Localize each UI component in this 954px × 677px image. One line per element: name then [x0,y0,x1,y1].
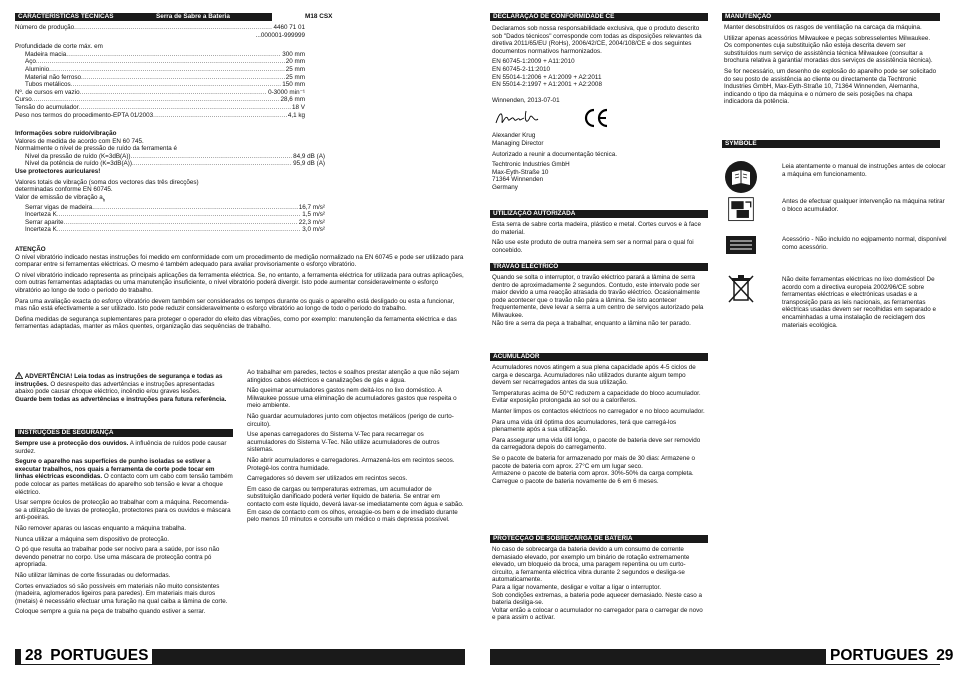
leader-dots [92,204,298,212]
product-name: Serra de Sabre a Bateria [156,13,230,20]
company-line: 71364 Winnenden [492,176,544,184]
electric-brake-header: TRAVÃO ELÉCTRICO [490,263,708,271]
maintenance-paragraph: Se for necessário, um desenho de explosão do aparelho pode ser solicitado do seu posto de assistência ao cliente ou directamente da Techtronic Industries GmbH, Max-Eyth-Straße 10, 71364 Winnenden, Alemanha, indicando o tipo da máquina e o número de seis posições na chapa indicadora da potência. [724,67,937,106]
attention-paragraph: O nível vibratório indicado nestas instruções foi medido em conformidade com um procedimento de medição normalizado na EN 60745 e pode ser utilizado para comparar entre si ferramentas eléctricas. O mesmo é também adequado para avaliar provisoriamente o esforço vibratório. [15,253,464,269]
accumulator-header: ACUMULADOR [490,353,708,361]
warning-text: O desrespeito das advertências e instruções apresentadas abaixo pode causar choque eléctrico, incêndio e/ou graves lesões. [15,380,215,396]
company-line: Techtronic Industries GmbH [492,161,570,169]
model-name: M18 CSX [305,13,333,20]
spec-value: 20 mm [285,58,305,66]
symbol-row [724,234,952,256]
warning-end: Guarde bem todas as advertências e instruções para futura referência. [15,395,227,403]
spec-value: 16,7 m/s² [298,203,325,211]
company-line: Max-Eyth-Straße 10 [492,168,549,176]
footer-language: PORTUGUES [46,647,152,664]
safety-paragraph: Segure o aparelho nas superfícies de punho isoladas se estiver a executar trabalhos, nos quais a ferramenta de corte pode tocar em linhas eléctricas escondidas. O contacto com um cabo com tensão também pode colocar as partes metálicas do aparelho sob tensão e levar a choque eléctrico. [15,458,233,496]
page-number: 29 [932,647,954,664]
leader-dots [57,211,301,219]
maintenance-header: MANUTENÇÃO [722,13,940,21]
electric-brake-text: Quando se solta o interruptor, o travão eléctrico parará a lâmina de serra dentro de aproximadamente 2 segundos. Contudo, este intervalo pode ser maior devido a uma reacção atrasada do travão eléctrico. Ocasionalmente pode acontecer que o travão não pára a lâmina. Se isto acontecer frequentemente, deve levar a serra a um centro de serviços autorizado pela Milwaukee. Não tire a serra da peça a trabalhar, enquanto a lâmina não ter parado. [492,274,704,327]
product-name-header [150,13,272,21]
vibration-line: determinadas conforme EN 60745. [15,186,113,194]
accumulator-paragraph: Temperaturas acima de 50°C reduzem a capacidade do bloco acumulador. Evitar exposição prolongada ao sol ou a caloríferos. [492,389,701,405]
spec-row [15,51,305,59]
safety-paragraph: Carregadores só devem ser utilizados em recintos secos. [247,475,408,483]
leader-dots [57,226,301,234]
warning-intro: ADVERTÊNCIA! Leia todas as instruções de segurança e todas as instruções. [15,373,223,388]
safety-instructions-header: INSTRUÇÕES DE SEGURANÇA [15,429,233,437]
maintenance-paragraph: Utilizar apenas acessórios Milwaukee e peças sobresselentes Milwaukee. Os componentes cuja substituição não esteja descrita devem ser substituídos num serviço de assistência técnica Milwaukee (consultar a brochura relativa à garantia/ moradas dos serviços de assistência técnica). [724,34,933,65]
footer-right [826,647,954,665]
spec-row [15,226,325,234]
attention-title: ATENÇÃO [15,246,46,253]
warning-triangle-icon [15,372,23,379]
spec-row [15,32,305,40]
safety-column-2 [247,369,465,527]
maintenance-paragraph: Manter desobstruídos os rasgos de ventilação na carcaça da máquina. [724,24,922,31]
spec-row [15,160,325,168]
safety-paragraph: Usar sempre óculos de protecção ao trabalhar com a máquina. Recomenda-se a utilização de luvas de protecção, protectores para os ouvidos e máscara anti-poeiras. [15,499,231,522]
leader-dots [79,104,291,112]
spec-label: Madeira macia [25,50,67,58]
safety-paragraph: Em caso de cargas ou temperaturas extremas, um acumulador de substituição danificado poderá verter líquido de bateria. Se entrar em contacto com este líquido, deverá lavar-se imediatamente com água e sabão. Em caso de contacto com os olhos, enxagúe-os bem e de imediato durante pelo menos 10 minutos e consulte um médico o mais depressa possível. [247,485,464,524]
signature-icon [494,107,544,129]
standard-item: EN 55014-2:1997 + A1:2001 + A2:2008 [492,81,602,89]
spec-row [15,204,325,212]
leader-dots [71,81,282,89]
leader-dots [66,51,281,59]
spec-row [15,153,325,161]
symbol-text: Leia atentamente o manual de instruções antes de colocar a máquina em funcionamento. [782,163,946,178]
authorized-docs: Autorizado a reunir a documentação técnica. [492,150,617,158]
symbols-header: SYMBOLE [722,140,940,148]
leader-dots [132,160,292,168]
overload-header: PROTECÇÃO DE SOBRECARGA DE BATERIA [490,535,708,543]
spec-value: 300 mm [282,50,305,58]
footer-left [21,647,152,665]
spec-row [15,74,305,82]
remove-battery-icon [724,195,758,225]
spec-value: 25 mm [285,65,305,73]
spec-value: 150 mm [282,81,305,89]
company-line: Germany [492,183,518,191]
authorized-use-section [492,221,706,257]
accumulator-section [492,364,706,488]
symbol-text: Acessório - Não incluído no eqipamento normal, disponível como acessório. [782,236,947,251]
spec-label: Incerteza K [25,226,57,234]
spec-label: Tensão do acumulador [15,103,79,111]
spec-label: Material não ferroso [25,73,81,81]
spec-label: Nível da pressão de ruído (K=3dB(A)) [25,152,131,160]
spec-label: Nível da potência de ruído (K=3dB(A)) [25,160,132,168]
attention-paragraph: Defina medidas de segurança suplementares para proteger o operador do efeito das vibrações, como por exemplo: manutenção da ferramenta eléctrica e das ferramentas adaptadas, manter as mãos quentes, organização das sequências de trabalho. [15,315,457,331]
spec-row [15,24,305,32]
spec-row [15,219,325,227]
spec-row [15,43,305,51]
noise-vibration-section [15,130,325,234]
safety-paragraph: Sempre use a protecção dos ouvidos. A influência de ruídos pode causar surdez. [15,440,227,455]
spec-value: 84,9 dB (A) [293,152,325,160]
spec-row [15,66,305,74]
conformity-section [492,25,706,192]
safety-paragraph: Não utilizar lâminas de corte fissuradas ou deformadas. [15,571,171,579]
standard-item: EN 55014-1:2006 + A1:2009 + A2:2011 [492,73,602,81]
accessory-not-included-icon [724,234,758,256]
spec-row [15,112,305,120]
spec-label: Serrar aparite [25,218,64,226]
spec-value: 22,3 m/s² [298,218,325,226]
authorized-use-header: UTILIZAÇÃO AUTORIZADA [490,210,708,218]
leader-dots [81,74,285,82]
safety-column-1 [15,440,233,619]
spec-label: Nº. de cursos em vazio [15,88,80,96]
footer-language: PORTUGUES [826,647,932,664]
safety-paragraph: Não queimar acumuladores gastos nem deitá-los no lixo doméstico. A Milwaukee possue uma eliminação de acumuladores gastos que respeita o meio ambiente. [247,387,457,410]
authorized-use-text: Não use este produto de outra maneira sem ser a normal para o qual foi concebido. [492,239,694,254]
place-date: Winnenden, 2013-07-01 [492,96,560,104]
leader-dots [36,58,285,66]
noise-line: Normalmente o nível de pressão de ruído da ferramenta é [15,145,178,153]
accumulator-paragraph: Para uma vida útil óptima dos acumuladores, terá que carregá-los plenamente após a sua utilização. [492,418,677,434]
symbol-row [724,195,952,225]
accumulator-paragraph: Para assegurar uma vida útil longa, o pacote de bateria deve ser removido da carregadora depois do carregamento. [492,436,701,452]
spec-label: Tubos metálicos [25,81,71,89]
spec-label: Incerteza K [25,211,57,219]
safety-paragraph: Cortes envaziados só são possíveis em materiais não muito consistentes (madeira, aglomerados ligeiros para paredes). Em materiais mais duros (metais) é necessário efectuar uma furação na qual caiba a lâmina de corte. [15,582,228,605]
spec-value: 4460 71 01 [273,24,305,31]
page-number: 28 [21,647,46,664]
attention-paragraph: Para uma avaliação exacta do esforço vibratório devem também ser considerados os tempos durante os quais o aparelho está desligado ou esta a funcionar, mas não está efectivamente a ser utilizado. Isto pode reduzir consideravelmente o esforço vibratório ao longo de todo o período do trabalho. [15,297,455,313]
spec-value: 3,0 m/s² [302,226,325,234]
safety-paragraph: Não abrir acumuladores e carregadores. Armazená-los em recintos secos. Protegê-los contra humidade. [247,456,455,472]
spec-value: 25 mm [285,73,305,81]
spec-list [15,24,305,119]
signatory-name: Alexander Krug [492,132,536,140]
safety-paragraph: Coloque sempre a guia na peça de trabalho quando estiver a serrar. [15,608,206,616]
spec-row [15,58,305,66]
noise-line: Valores de medida de acordo com EN 60 745. [15,137,144,145]
weee-bin-icon [724,272,758,306]
read-manual-icon [724,160,758,194]
spec-label: Serrar vigas de madeira [25,203,93,211]
attention-paragraph: O nível vibratório indicado representa as principais aplicações da ferramenta eléctrica. Se, no entanto, a ferramenta eléctrica for utilizada para outras aplicações, com outras ferramentas adaptadas ou uma manutenção insuficiente, o nível vibratório poderá divergir. Isto pode aumentar consideravelmente o esforço vibratório ao longo de todo o período do trabalho. [15,271,464,294]
symbol-row [724,272,952,352]
spec-value: 1,5 m/s² [302,211,325,219]
signatory-role: Managing Director [492,139,544,147]
safety-paragraph: O pó que resulta ao trabalhar pode ser nocivo para a saúde, por isso não devendo penetrar no corpo. Use uma máscara de protecção contra pó apropriada. [15,546,220,569]
spec-row [15,96,305,104]
warning-block [15,372,233,406]
standard-item: EN 60745-2-11:2010 [492,65,550,73]
safety-paragraph: Nunca utilizar a máquina sem dispositivo de protecção. [15,535,170,543]
safety-paragraph: Não guardar acumuladores junto com objectos metálicos (perigo de curto-circuito). [247,412,454,428]
leader-dots [64,219,298,227]
noise-title: Informações sobre ruído/vibração [15,130,117,137]
spec-row [15,104,305,112]
attention-section [15,246,465,334]
overload-text: No caso de sobrecarga da bateria devido a um consumo de corrente demasiado elevado, por exemplo um binário de rotação extremamente elevado, um bloqueio da broca, uma paragem repentina ou um curto-circuito, a ferramenta eléctrica vibra durante 2 segundos e desliga-se automaticamente. Para a ligar novamente, desligar e voltar a ligar o interruptor. Sob condições extremas, a bateria pode aquecer demasiado. Neste caso a bateria desliga-se. Voltar então a colocar o acumulador no carregador para o carregar de novo e para assim o activar. [492,546,703,622]
spec-row [15,211,325,219]
ce-mark-icon [582,107,610,129]
accumulator-paragraph: Se o pacote de bateria for armazenado por mais de 30 dias: Armazene o pacote de bateria com aprox. 27°C em um lugar seco. Armazene o pacote de bateria com aprox. 30%-50% da carga completa. Carregue o pacote de bateria novamente de 6 em 6 meses. [492,454,696,485]
accumulator-paragraph: Manter limpos os contactos eléctricos no carregador e no bloco acumulador. [492,407,705,415]
symbol-text: Não deite ferramentas eléctricas no lixo doméstico! De acordo com a directiva europeia 2002/96/CE sobre ferramentas eléctricas e electrónicas usadas e a transposição para as leis nacionais, as ferramentas eléctricas usadas devem ser recolhidas em separado e encaminhadas a uma instalação de reciclagem dos materiais ecológica. [782,276,937,329]
spec-value: 18 V [292,103,305,111]
spec-row [15,81,305,89]
spec-label: Profundidade de corte máx. em [15,43,103,51]
spec-label: Número de produção [15,24,75,31]
vibration-line: Valor de emissão de vibração $a_h$ [15,193,106,202]
leader-dots [153,112,287,120]
safety-paragraph: Ao trabalhar em paredes, tectos e soalhos prestar atenção a que não sejam atingidos cabos eléctricos e canalizações de gás e água. [247,369,460,384]
safety-paragraph: Não remover aparas ou lascas enquanto a máquina trabalha. [15,524,187,532]
standard-item: EN 60745-1:2009 + A11:2010 [492,58,575,66]
tech-specs-title: CARACTERÍSTICAS TÉCNICAS [18,13,114,20]
leader-dots [32,96,280,104]
spec-value: 28,6 mm [280,96,305,104]
spec-value: 95,9 dB (A) [293,160,325,168]
safety-paragraph: Use apenas carregadores do Sistema V-Tec para recarregar os acumuladores do Sistema V-Tec. Não utilize acumuladores de outros sistemas. [247,431,440,454]
conformity-text: Declaramos sob nossa responsabilidade exclusiva, que o produto descrito sob "Dados técnicos" corresponde com todas as disposições relevantes da diretiva 2011/65/EU (RoHs), 2006/42/CE, 2004/108/CE e dos seguintes documentos normativos harmonizados. [492,25,702,55]
spec-label: Peso nos termos do procedimento-EPTA 01/2003 [15,111,154,119]
spec-value: 0-3000 min⁻¹ [268,88,305,96]
spec-label: Aluminio [25,65,50,73]
leader-dots [80,89,267,97]
ear-protectors-note: Use protectores auriculares! [15,167,101,175]
spec-label: Curso [15,96,32,104]
spec-label: Aço [25,58,36,66]
leader-dots [49,66,285,74]
spec-value: ...000001-999999 [255,31,305,39]
accumulator-paragraph: Acumuladores novos atingem a sua plena capacidade após 4-5 ciclos de carga e descarga. Acumuladores não utilizados durante algum tempo devem ser recarregados antes da sua utilização. [492,364,696,387]
vibration-line: Valores totais de vibração (soma dos vectores das três direcções) [15,178,199,186]
symbol-row [724,160,952,196]
conformity-header: DECLARAÇÃO DE CONFORMIDADE CE [490,13,708,21]
spec-value: 4,1 kg [287,111,305,119]
authorized-use-text: Esta serra de sabre corta madeira, plástico e metal. Cortes curvos e à face do material. [492,221,701,236]
leader-dots [131,153,293,161]
maintenance-section [724,24,938,109]
symbol-text: Antes de efectuar qualquer intervenção na máquina retirar o bloco acumulador. [782,198,945,213]
spec-row [15,89,305,97]
leader-dots [74,24,272,32]
